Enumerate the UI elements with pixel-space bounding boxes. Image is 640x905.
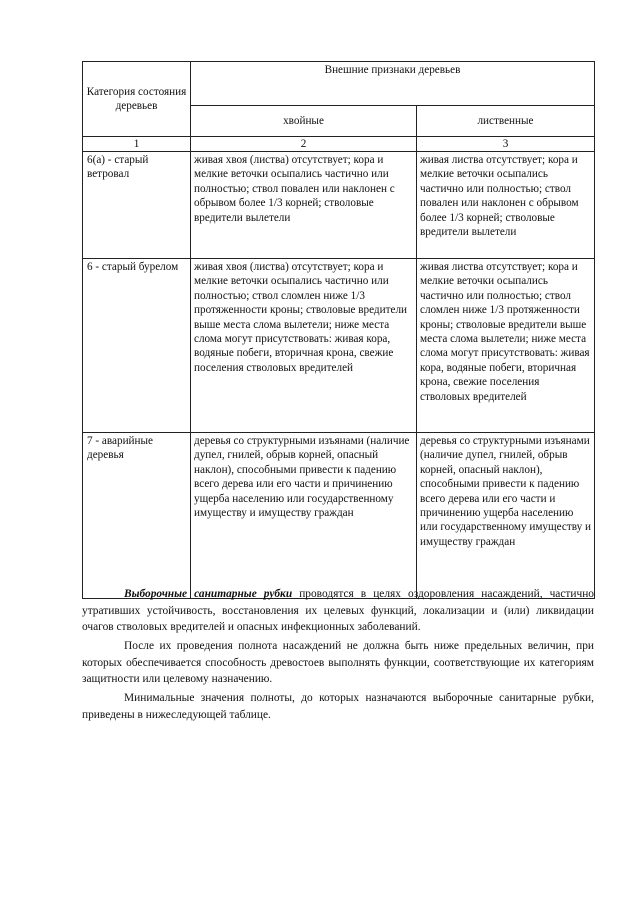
paragraph-3-text: Минимальные значения полноты, до которых назначаются выборочные санитарные рубки, приведены в нижеследующей таблице.	[82, 692, 594, 721]
table-header-row	[83, 62, 595, 106]
row-deciduous-signs: деревья со структурными изъянами (наличие дупел, гнилей, обрыв корней, опасный наклон), способными привести к падению всего дерева или его части и причинению ущерба населению или государственному имуществу и имуществу граждан	[417, 433, 595, 599]
paragraph-min-density	[82, 690, 594, 723]
col-number-1: 1	[83, 137, 191, 152]
tree-condition-table	[82, 61, 595, 599]
table-row	[83, 152, 595, 259]
header-deciduous: лиственные	[417, 106, 595, 137]
table-row	[83, 259, 595, 433]
col-number-3: 3	[417, 137, 595, 152]
col-number-2: 2	[191, 137, 417, 152]
paragraph-1-text: проводятся в целях оздоровления насаждений, частично утративших устойчивость, восстановления их целевых функций, локализации и (или) ликвидации очагов стволовых вредителей и опасных инфекционных заболеваний.	[82, 588, 594, 634]
row-deciduous-signs: живая листва отсутствует; кора и мелкие веточки осыпались частично или полностью; ствол сломлен ниже 1/3 протяженности кроны; стволовые вредители выше места слома вылетели; ниже места слома могут присутствовать: живая кора, водяные побеги, вторичная крона, свежие поселения стволовых вредителей	[417, 259, 595, 433]
paragraph-selective-felling	[82, 586, 594, 636]
header-category: Категория состояния деревьев	[83, 62, 191, 137]
header-conifer: хвойные	[191, 106, 417, 137]
header-signs: Внешние признаки деревьев	[191, 62, 595, 106]
row-conifer-signs: деревья со структурными изъянами (наличие дупел, гнилей, обрыв корней, опасный наклон), способными привести к падению всего дерева или его части и причинению ущерба населению или государственному имуществу и имуществу граждан	[191, 433, 417, 599]
paragraph-density-limits	[82, 638, 594, 688]
column-number-row	[83, 137, 595, 152]
row-category: 7 - аварийные деревья	[83, 433, 191, 599]
row-deciduous-signs: живая листва отсутствует; кора и мелкие веточки осыпались частично или полностью; ствол повален или наклонен с обрывом более 1/3 корней; стволовые вредители вылетели	[417, 152, 595, 259]
table-row	[83, 433, 595, 599]
row-category: 6(а) - старый ветровал	[83, 152, 191, 259]
paragraph-2-text: После их проведения полнота насаждений не должна быть ниже предельных величин, при которых обеспечивается способность древостоев выполнять функции, соответствующие их категориям защитности или целевому назначению.	[82, 640, 594, 686]
row-conifer-signs: живая хвоя (листва) отсутствует; кора и мелкие веточки осыпались частично или полностью; ствол повален или наклонен с обрывом более 1/3 корней; стволовые вредители вылетели	[191, 152, 417, 259]
row-category: 6 - старый бурелом	[83, 259, 191, 433]
row-conifer-signs: живая хвоя (листва) отсутствует; кора и мелкие веточки осыпались частично или полностью; ствол сломлен ниже 1/3 протяженности кроны; стволовые вредители выше места слома вылетели; ниже места слома могут присутствовать: живая кора, водяные побеги, вторичная крона, свежие поселения стволовых вредителей	[191, 259, 417, 433]
term-selective-felling: Выборочные санитарные рубки	[124, 588, 293, 600]
